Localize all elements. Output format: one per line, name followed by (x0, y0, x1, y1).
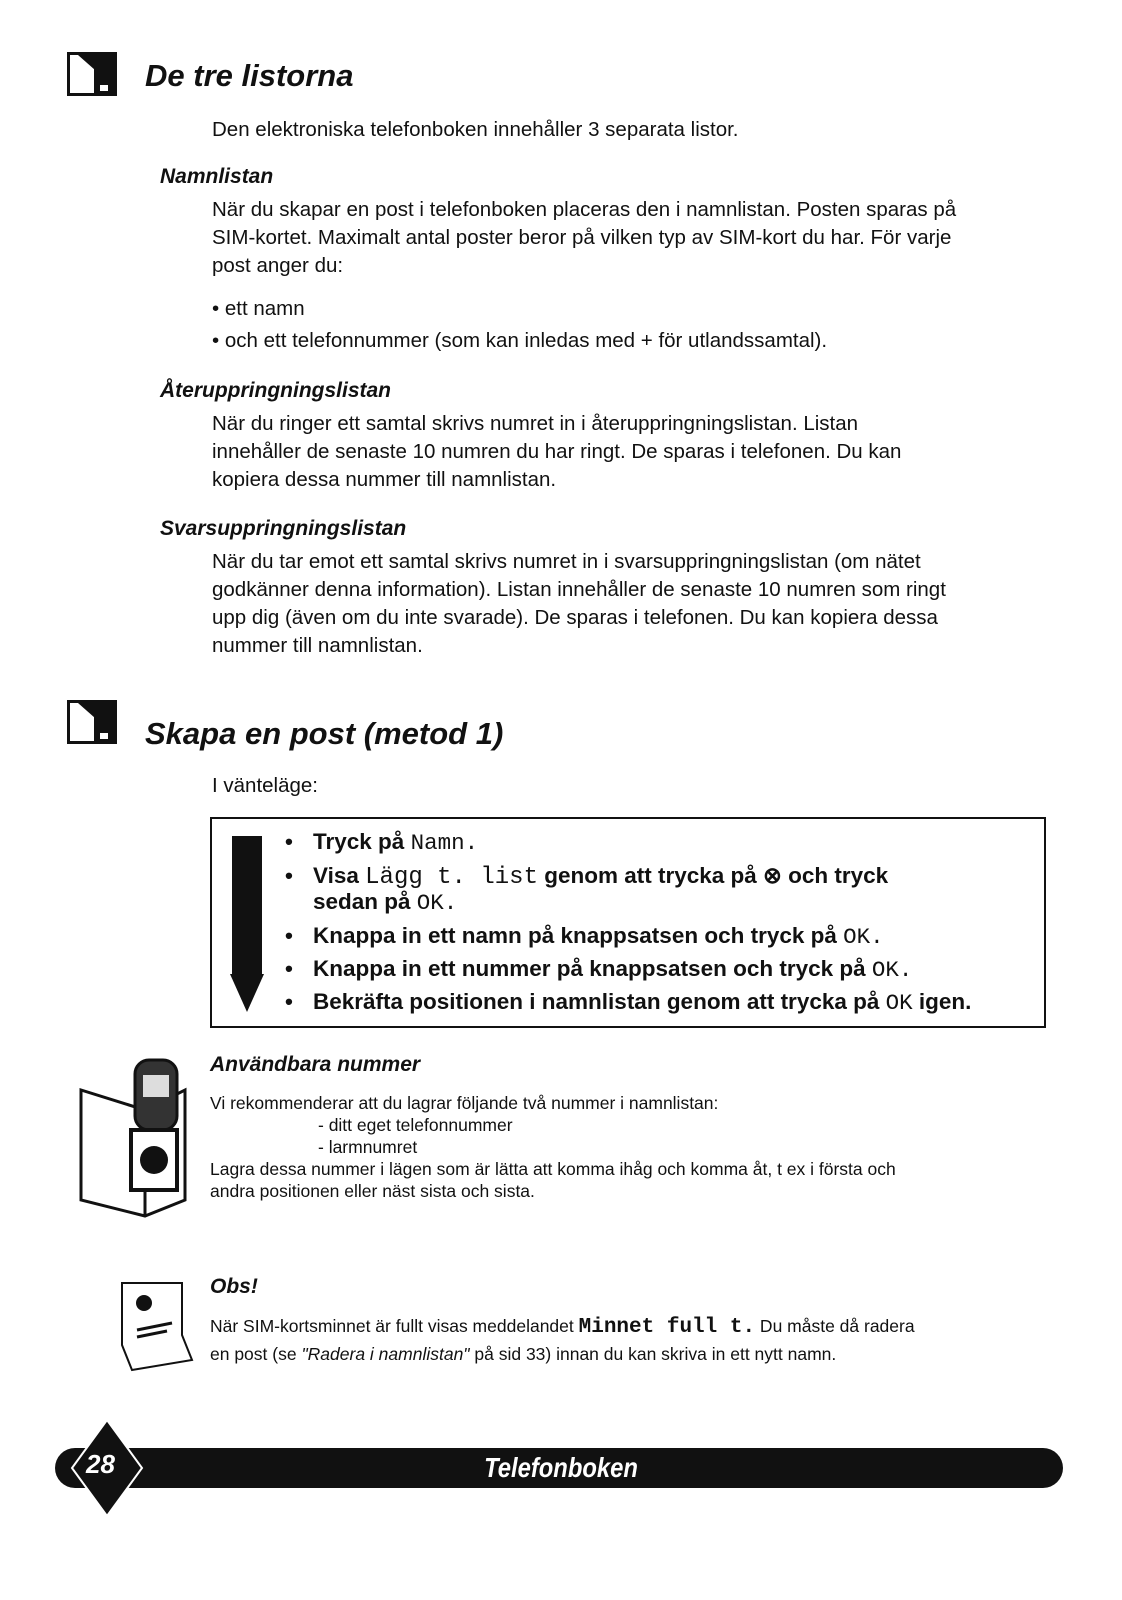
section-icon (67, 52, 117, 96)
paragraph: När du tar emot ett samtal skrivs numret in i svarsuppringningslistan (om nätet godkänner denna information). Listan innehåller de senaste 10 numren som ringt upp dig (även om du inte svarade). De sparas i telefonen. Du kan kopiera dessa nummer till namnlistan. (212, 550, 946, 657)
subheading: Återuppringningslistan (160, 379, 391, 402)
line: SIM-kortet. Maximalt antal poster beror på vilken typ av SIM-kort du har. För varje (212, 226, 952, 249)
page-number: 28 (86, 1449, 115, 1479)
step: • Knappa in ett nummer på knappsatsen och tryck på OK. (285, 956, 913, 983)
note-text: När SIM-kortsminnet är fullt visas meddelandet Minnet full t. Du måste då radera en post (se "Radera i namnlistan" på sid 33) innan du kan skriva in ett nytt namn. (210, 1316, 915, 1364)
section-title: Skapa en post (metod 1) (145, 716, 504, 751)
subheading: Namnlistan (160, 165, 274, 188)
step: • Bekräfta positionen i namnlistan genom att trycka på OK igen. (285, 989, 972, 1016)
tip-heading: Användbara nummer (210, 1053, 421, 1076)
note-heading: Obs! (210, 1275, 258, 1298)
paragraph (212, 196, 956, 355)
step: • Tryck på Namn. (285, 829, 479, 856)
arrow-down-icon (232, 836, 262, 976)
intro: Den elektroniska telefonboken innehåller 3 separata listor. (212, 118, 739, 141)
line: När du skapar en post i telefonboken placeras den i namnlistan. Posten sparas på (212, 198, 957, 221)
tip-text: Vi rekommenderar att du lagrar följande två nummer i namnlistan: - ditt eget telefonnummer - larmnumret Lagra dessa nummer i lägen som är lätta att komma ihåg och komma åt, t ex i första och andra positionen eller näst sista och sista. (210, 1093, 896, 1201)
step: • Visa Lägg t. list genom att trycka på ⊗ och tryck (285, 863, 889, 891)
step: • Knappa in ett namn på knappsatsen och tryck på OK. (285, 923, 884, 950)
section-title: De tre listorna (145, 58, 354, 93)
list-item: • ett namn (212, 297, 305, 320)
list-item: • och ett telefonnummer (som kan inledas med + för utlandssamtal). (212, 329, 828, 352)
phone-book-icon (75, 1050, 195, 1218)
paragraph: När du ringer ett samtal skrivs numret in i återuppringningslistan. Listan innehåller de senaste 10 numren du har ringt. De sparas i telefonen. Du kan kopiera dessa nummer till namnlistan. (212, 412, 902, 491)
footer-title: Telefonboken (484, 1452, 638, 1483)
step-continued: sedan på OK. (313, 889, 458, 916)
subheading: Svarsuppringningslistan (160, 517, 407, 540)
intro: I vänteläge: (212, 774, 318, 797)
section-icon (67, 700, 117, 744)
line: post anger du: (212, 254, 344, 277)
note-icon (112, 1275, 202, 1375)
arrow-down-icon (230, 974, 264, 1012)
